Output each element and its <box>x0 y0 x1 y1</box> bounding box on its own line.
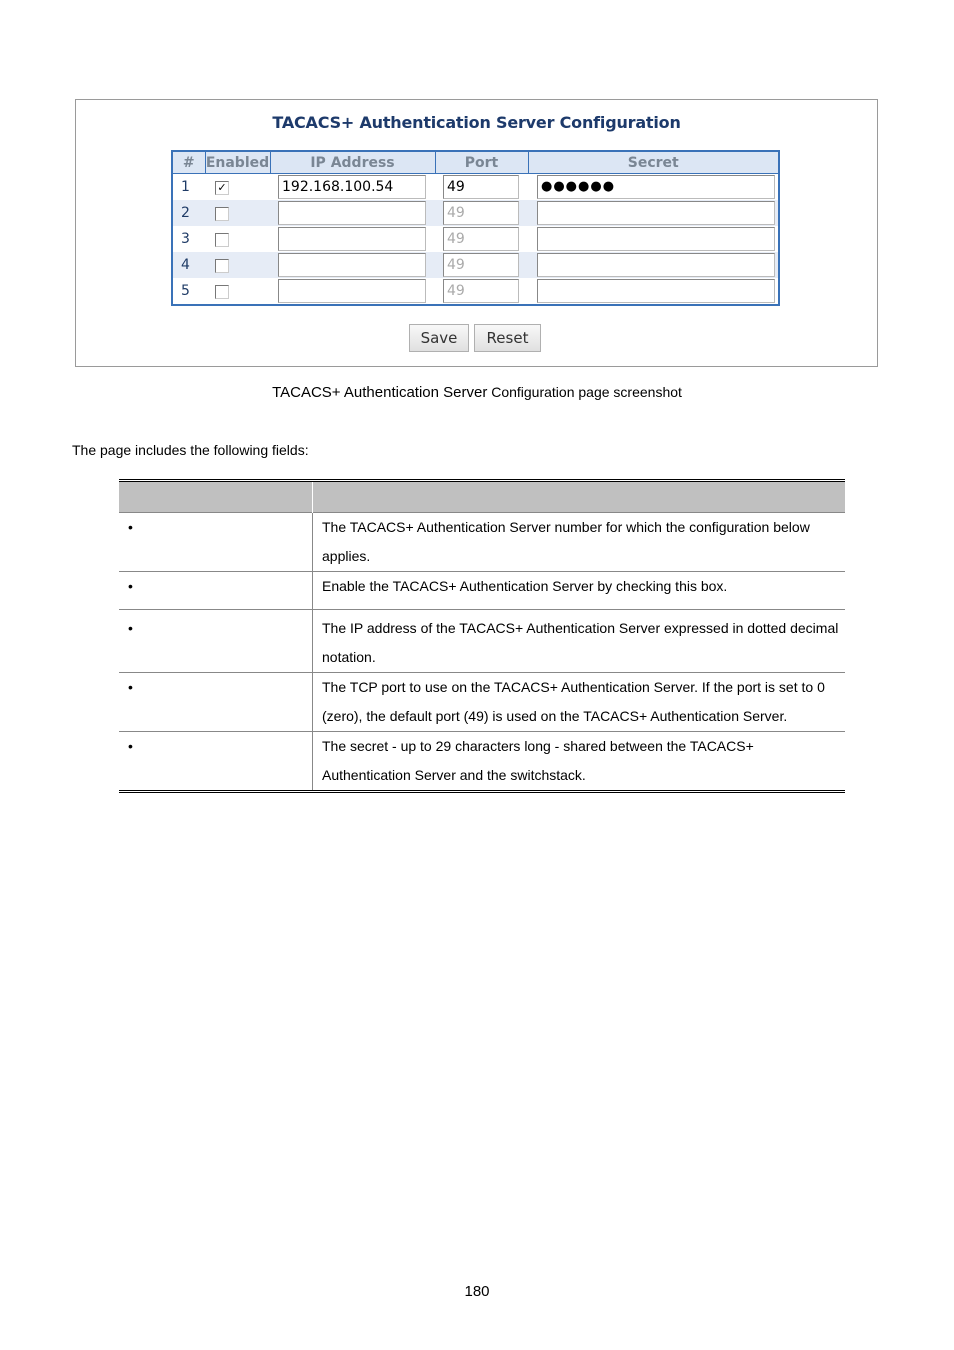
server-number: 1 <box>181 179 190 195</box>
fields-table <box>119 479 845 793</box>
col-enabled: Enabled <box>205 151 270 174</box>
intro-text: The page includes the following fields: <box>72 442 309 458</box>
enabled-checkbox[interactable] <box>215 285 229 299</box>
ip-address-input[interactable] <box>278 253 426 277</box>
reset-button[interactable]: Reset <box>474 324 541 352</box>
fields-header-row <box>119 481 845 513</box>
field-description: The secret - up to 29 characters long - shared between the TACACS+ Authentication Server and the switchstack. <box>313 732 846 792</box>
config-title: TACACS+ Authentication Server Configuration <box>272 113 681 132</box>
server-row <box>172 200 779 226</box>
field-row <box>119 610 845 673</box>
port-input[interactable]: 49 <box>443 201 519 225</box>
server-row <box>172 278 779 305</box>
description-header <box>313 481 846 513</box>
field-description: Enable the TACACS+ Authentication Server by checking this box. <box>313 572 846 610</box>
save-button[interactable]: Save <box>409 324 469 352</box>
bullet: • <box>128 738 133 754</box>
port-input[interactable]: 49 <box>443 279 519 303</box>
field-description: The IP address of the TACACS+ Authentication Server expressed in dotted decimal notation. <box>313 610 846 673</box>
bullet: • <box>128 620 133 636</box>
caption-suffix: Configuration page screenshot <box>487 384 682 400</box>
secret-input[interactable]: ●●●●●● <box>537 175 775 199</box>
col-ip-address: IP Address <box>270 151 435 174</box>
field-description: The TCP port to use on the TACACS+ Authentication Server. If the port is set to 0 (zero), the default port (49) is used on the TACACS+ Authentication Server. <box>313 673 846 732</box>
field-row <box>119 673 845 732</box>
server-number: 2 <box>172 200 205 226</box>
ip-address-input[interactable] <box>278 227 426 251</box>
col-secret: Secret <box>528 151 779 174</box>
col-port: Port <box>435 151 528 174</box>
page-number: 180 <box>464 1283 490 1300</box>
secret-input[interactable] <box>537 253 775 277</box>
field-row <box>119 572 845 610</box>
field-row <box>119 732 845 792</box>
field-row <box>119 513 845 572</box>
config-header-row <box>172 151 779 174</box>
enabled-checkbox[interactable] <box>215 259 229 273</box>
port-input[interactable]: 49 <box>443 175 519 199</box>
secret-input[interactable] <box>537 279 775 303</box>
server-number: 3 <box>181 231 190 247</box>
ip-address-input[interactable]: 192.168.100.54 <box>278 175 426 199</box>
bullet: • <box>128 519 133 535</box>
port-input[interactable]: 49 <box>443 227 519 251</box>
bullet: • <box>128 679 133 695</box>
caption-main: TACACS+ Authentication Server <box>272 384 488 401</box>
server-row <box>172 226 779 252</box>
server-row <box>172 174 779 201</box>
col-number: # <box>172 151 205 174</box>
field-description: The TACACS+ Authentication Server number for which the configuration below applies. <box>313 513 846 572</box>
ip-address-input[interactable] <box>278 279 426 303</box>
server-row <box>172 252 779 278</box>
secret-input[interactable] <box>537 201 775 225</box>
object-header <box>119 481 313 513</box>
enabled-checkbox[interactable] <box>215 207 229 221</box>
screenshot-frame <box>75 99 878 367</box>
enabled-checkbox[interactable]: ✓ <box>215 181 229 195</box>
enabled-checkbox[interactable] <box>215 233 229 247</box>
bullet: • <box>128 578 133 594</box>
figure-caption <box>0 384 954 401</box>
ip-address-input[interactable] <box>278 201 426 225</box>
server-config-table <box>171 150 780 306</box>
secret-input[interactable] <box>537 227 775 251</box>
server-number: 4 <box>172 252 205 278</box>
server-number: 5 <box>181 283 190 299</box>
port-input[interactable]: 49 <box>443 253 519 277</box>
